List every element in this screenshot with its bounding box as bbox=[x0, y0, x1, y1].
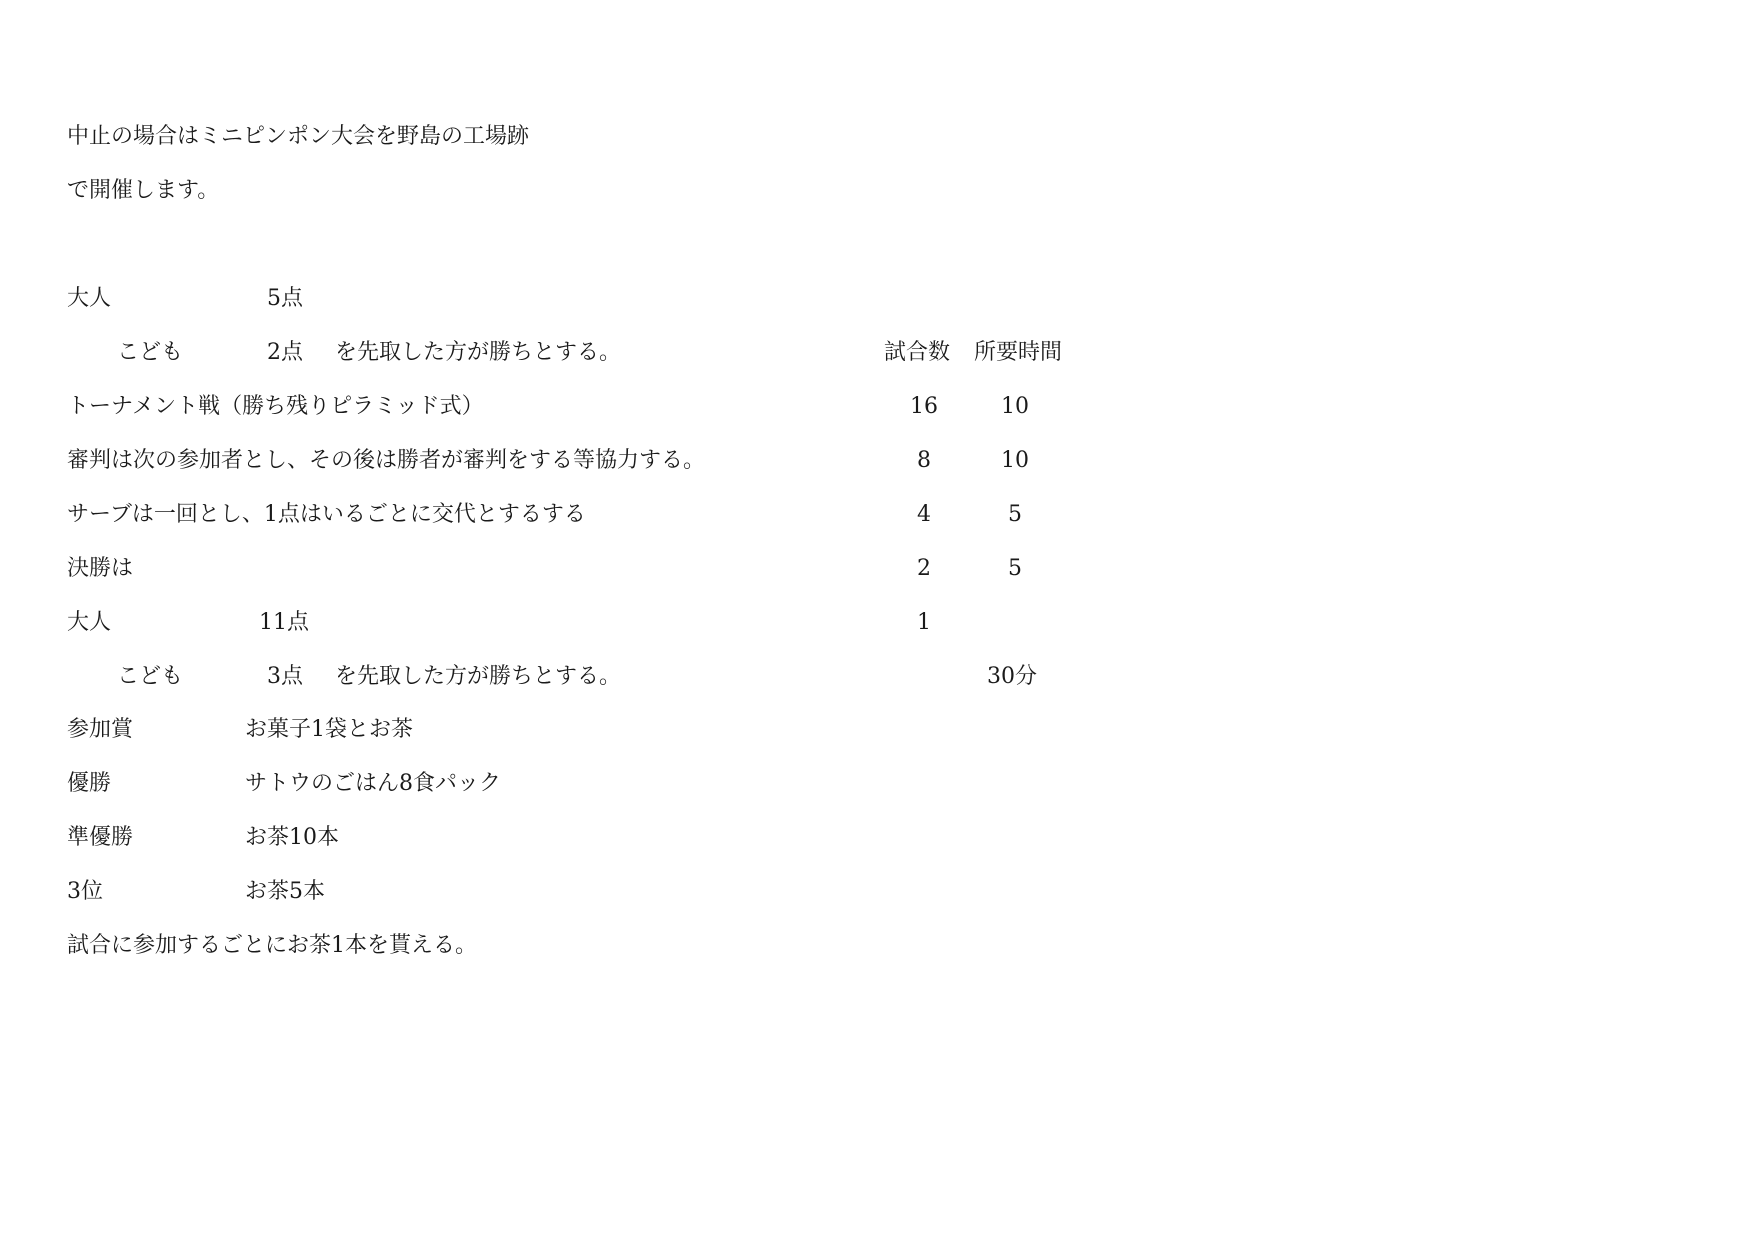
total-time: 30分 bbox=[987, 664, 1037, 689]
prize-note: 試合に参加するごとにお茶1本を貰える。 bbox=[67, 933, 477, 958]
time-cell: 10 bbox=[1001, 448, 1029, 473]
third-value: お茶5本 bbox=[245, 879, 325, 904]
time-cell: 10 bbox=[1001, 394, 1029, 419]
final-adult-points: 11点 bbox=[259, 610, 309, 635]
serve-text: サーブは一回とし、1点はいるごとに交代とするする bbox=[67, 502, 586, 527]
tournament-text: トーナメント戦（勝ち残りピラミッド式） bbox=[67, 394, 484, 419]
time-cell: 5 bbox=[1008, 502, 1022, 527]
final-adult-label: 大人 bbox=[67, 610, 112, 635]
matches-cell: 4 bbox=[917, 502, 931, 527]
runner-up-label: 準優勝 bbox=[67, 825, 134, 850]
third-label: 3位 bbox=[67, 879, 103, 904]
header-matches: 試合数 bbox=[884, 340, 951, 365]
participation-label: 参加賞 bbox=[67, 717, 134, 742]
win-condition: を先取した方が勝ちとする。 bbox=[335, 340, 622, 365]
referee-text: 審判は次の参加者とし、その後は勝者が審判をする等協力する。 bbox=[67, 448, 706, 473]
final-label: 決勝は bbox=[67, 556, 134, 581]
adult-points: 5点 bbox=[267, 286, 303, 311]
matches-cell: 8 bbox=[917, 448, 931, 473]
adult-label: 大人 bbox=[67, 286, 112, 311]
intro-line-1: 中止の場合はミニピンポン大会を野島の工場跡 bbox=[67, 124, 530, 149]
child-label: こども bbox=[117, 340, 184, 365]
winner-value: サトウのごはん8食パック bbox=[245, 771, 501, 796]
header-time: 所要時間 bbox=[974, 340, 1063, 365]
matches-cell: 2 bbox=[917, 556, 931, 581]
matches-cell: 1 bbox=[917, 610, 931, 635]
intro-line-2: で開催します。 bbox=[67, 178, 220, 203]
winner-label: 優勝 bbox=[67, 771, 112, 796]
final-child-label: こども bbox=[117, 664, 184, 689]
participation-value: お菓子1袋とお茶 bbox=[245, 717, 413, 742]
final-child-points: 3点 bbox=[267, 664, 303, 689]
child-points: 2点 bbox=[267, 340, 303, 365]
final-win-condition: を先取した方が勝ちとする。 bbox=[335, 664, 622, 689]
matches-cell: 16 bbox=[910, 394, 938, 419]
runner-up-value: お茶10本 bbox=[245, 825, 339, 850]
time-cell: 5 bbox=[1008, 556, 1022, 581]
